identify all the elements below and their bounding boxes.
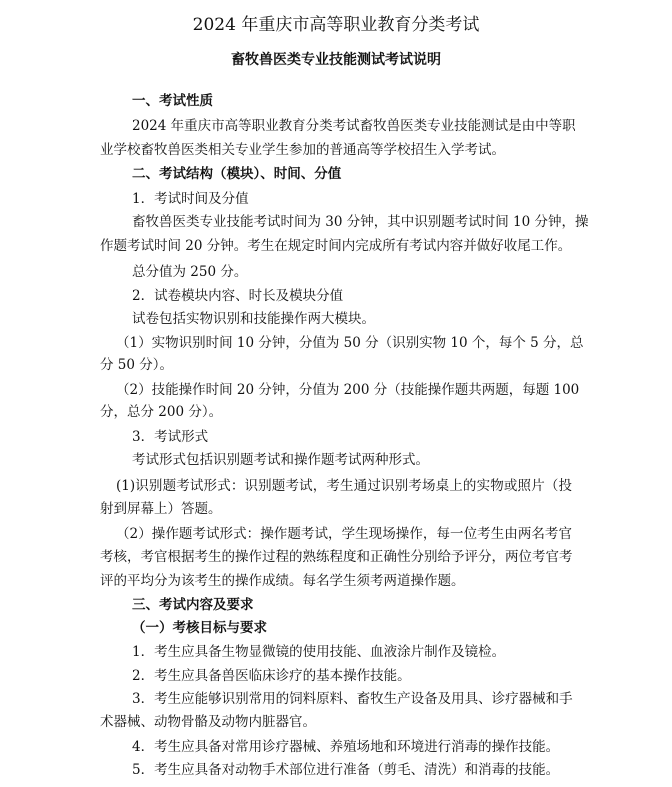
list-item: 2．考生应具备兽医临床诊疗的基本操作技能。 [132,668,411,684]
document-subtitle: 畜牧兽医类专业技能测试考试说明 [231,52,441,68]
subheading: 3．考试形式 [132,429,209,445]
section-heading-content: 三、考试内容及要求 [132,597,254,613]
paragraph-line: 考核，考官根据考生的操作过程的熟练程度和正确性分别给予评分，两位考官考 [100,549,573,565]
subheading-objectives: （一）考核目标与要求 [132,620,267,636]
paragraph-line: （2）操作题考试形式：操作题考试，学生现场操作，每一位考生由两名考官 [116,526,572,542]
paragraph-line: （1）实物识别时间 10 分钟，分值为 50 分（识别实物 10 个，每个 5 分，总 [116,335,584,351]
paragraph-line: 畜牧兽医类专业技能考试时间为 30 分钟，其中识别题考试时间 10 分钟，操 [132,214,589,230]
paragraph-line: 总分值为 250 分。 [132,264,248,280]
paragraph-line: 试卷包括实物识别和技能操作两大模块。 [132,311,375,327]
subheading: 2．试卷模块内容、时长及模块分值 [132,288,344,304]
list-item: 5．考生应具备对动物手术部位进行准备（剪毛、清洗）和消毒的技能。 [132,762,560,778]
paragraph-line: 评的平均分为该考生的操作成绩。每名学生须考两道操作题。 [100,573,465,589]
list-item: 1．考生应具备生物显微镜的使用技能、血液涂片制作及镜检。 [132,644,506,660]
list-item: 4．考生应具备对常用诊疗器械、养殖场地和环境进行消毒的操作技能。 [132,739,560,755]
paragraph-line: 2024 年重庆市高等职业教育分类考试畜牧兽医类专业技能测试是由中等职 [132,118,576,134]
paragraph-line: 射到屏幕上）答题。 [100,501,222,517]
section-heading-structure: 二、考试结构（模块）、时间、分值 [132,166,342,182]
paragraph-line: （2）技能操作时间 20 分钟，分值为 200 分（技能操作题共两题，每题 100 [116,382,580,398]
subheading: 1．考试时间及分值 [132,191,249,207]
paragraph-line: (1)识别题考试形式：识别题考试，考生通过识别考场桌上的实物或照片（投 [116,478,572,494]
paragraph-line: 业学校畜牧兽医类相关专业学生参加的普通高等学校招生入学考试。 [100,142,505,158]
paragraph-line: 作题考试时间 20 分钟。考生在规定时间内完成所有考试内容并做好收尾工作。 [100,238,572,254]
document-title: 2024 年重庆市高等职业教育分类考试 [192,15,480,35]
paragraph-line: 分，总分 200 分）。 [100,404,223,420]
list-item: 3．考生应能够识别常用的饲料原料、畜牧生产设备及用具、诊疗器械和手 [132,691,573,707]
section-heading-nature: 一、考试性质 [132,93,213,109]
paragraph-line: 考试形式包括识别题考试和操作题考试两种形式。 [132,452,429,468]
list-item-continuation: 术器械、动物骨骼及动物内脏器官。 [100,714,316,730]
paragraph-line: 分 50 分）。 [100,357,174,373]
